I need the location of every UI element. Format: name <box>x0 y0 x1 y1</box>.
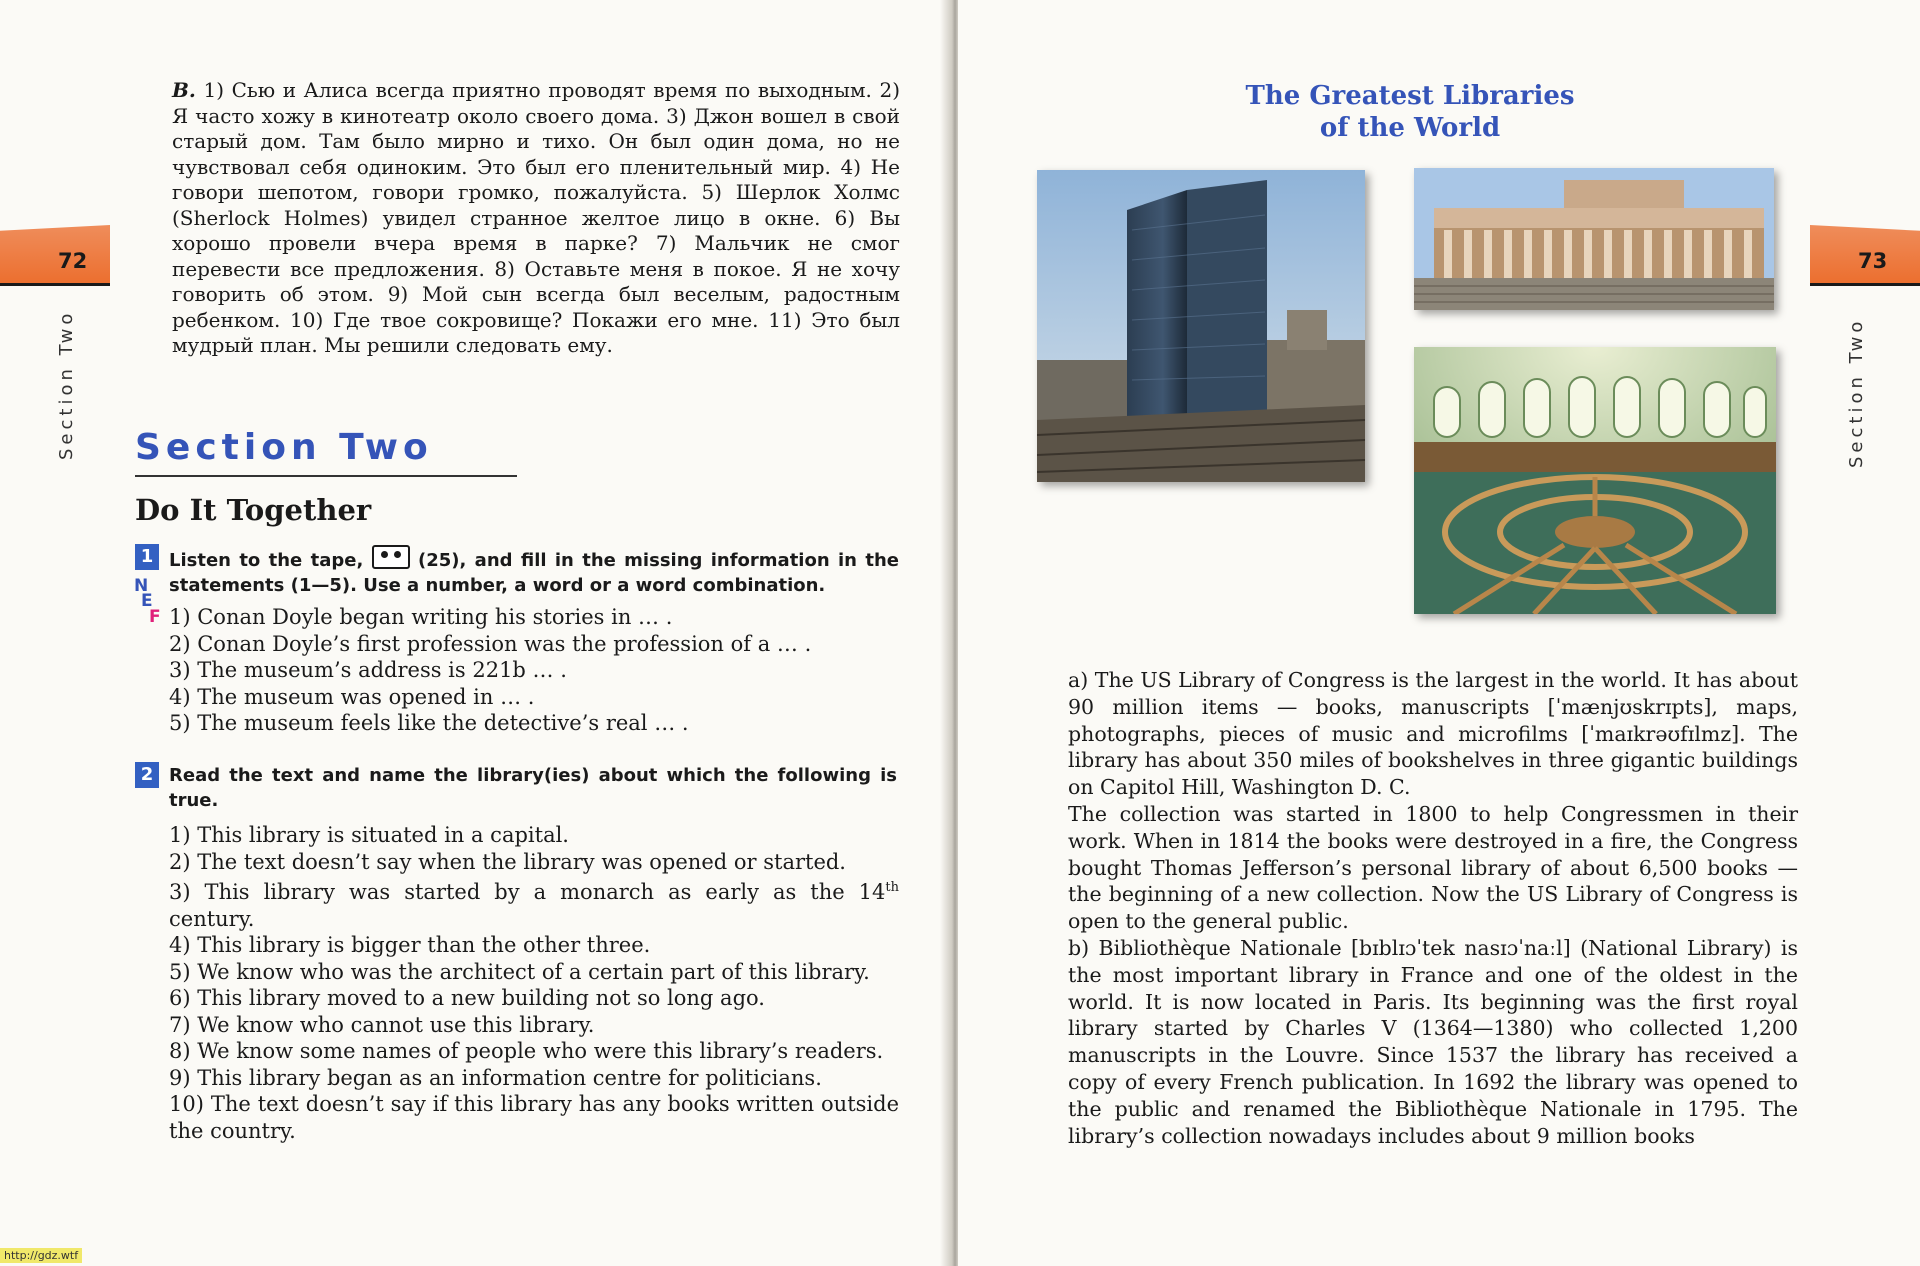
list-item: 4) This library is bigger than the other three. <box>169 933 651 957</box>
side-label-right: Section Two <box>1846 317 1867 468</box>
list-item: 7) We know who cannot use this library. <box>169 1012 595 1037</box>
list-item: 1) This library is situated in a capital. <box>169 823 569 847</box>
page-tab-rule <box>0 283 110 286</box>
left-page <box>0 0 952 1266</box>
page-tab-left <box>0 225 110 285</box>
page-tab-flag <box>0 225 110 283</box>
page-number-right: 73 <box>1858 249 1888 273</box>
side-label-left: Section Two <box>56 309 77 460</box>
page-number-left: 72 <box>58 249 88 273</box>
article-body <box>1068 667 1798 1149</box>
list-item: 6) This library moved to a new building not so long ago. <box>169 986 765 1010</box>
photo-reading-room-image <box>1414 347 1776 614</box>
list-item: 4) The museum was opened in … . <box>169 684 535 709</box>
section-title: Section Two <box>135 427 433 468</box>
superscript-th: th <box>885 880 899 895</box>
cassette-icon <box>372 545 410 569</box>
photo-modern-library-tower <box>1037 170 1365 482</box>
paragraph-b-label: B. <box>172 78 196 102</box>
exercise-2-badge: 2 <box>135 762 159 788</box>
exercise-2-instruction: Read the text and name the library(ies) about which the following is true. <box>169 765 897 811</box>
article-title-line-1: The Greatest Libraries <box>1245 81 1575 111</box>
list-item: 8) We know some names of people who were this library’s readers. <box>169 1039 884 1063</box>
list-item: 10) The text doesn’t say if this library has any books written outside the country. <box>169 1092 899 1143</box>
list-item: 2) The text doesn’t say when the library was opened or started. <box>169 849 846 874</box>
article-title <box>1150 80 1670 144</box>
exercise-1-instruction-end: (25), and fill in the missing information in the statements (1—5). Use a number, a word or a word combination. <box>169 550 899 596</box>
exercise-1-badge: 1 <box>135 544 159 570</box>
paragraph-b-text: 1) Сью и Алиса всегда приятно проводят время по выходным. 2) Я часто хожу в кинотеатр около своего дома. 3) Джон вошел в свой старый дом. Там было мирно и тихо. Он был один дома, но не чувствовал себя одиноким. Это был его пленительный мир. 4) Не говори шепотом, говори громко, пожалуйста. 5) Шерлок Холмс (Sherlock Holmes) увидел странное желтое лицо в окне. 6) Вы хорошо провели вчера время в парке? 7) Мальчик не смог перевести все предложения. 8) Оставьте меня в покое. Я не хочу говорить об этом. 9) Мой сын всегда был веселым, радостным ребенком. 10) Где твое сокровище? Покажи его мне. 11) Это был мудрый план. Мы решили следовать ему. <box>172 78 901 357</box>
exercise-1-instruction-start: Listen to the tape, <box>169 550 364 571</box>
list-item-3-text: 3) This library was started by a monarch as early as the 14 <box>169 880 886 904</box>
photo-reading-room <box>1414 347 1776 614</box>
section-title-rule <box>135 475 517 477</box>
heading-do-it-together: Do It Together <box>135 493 372 527</box>
photo-columns-image <box>1414 168 1774 310</box>
nef-letter-e: E <box>141 591 153 611</box>
article-title-line-2: of the World <box>1319 113 1501 143</box>
nef-letter-n: N <box>134 576 149 596</box>
page-tab-rule <box>1810 283 1920 286</box>
list-item: 1) Conan Doyle began writing his stories in … . <box>169 605 673 629</box>
photo-columned-library <box>1414 168 1774 310</box>
exercise-1-list <box>169 604 811 737</box>
list-item: 3) The museum’s address is 221b … . <box>169 658 567 682</box>
watermark-link[interactable]: http://gdz.wtf <box>0 1248 82 1263</box>
translation-paragraph-b <box>172 78 900 359</box>
nef-letter-f: F <box>149 607 161 627</box>
list-item-3-tail: century. <box>169 906 255 931</box>
exercise-2-list <box>169 822 899 1144</box>
list-item <box>169 875 899 932</box>
article-paragraph-a: a) The US Library of Congress is the largest in the world. It has about 90 million items — books, manuscripts [ˈmænjʊskrɪpts], maps, photographs, pieces of music and microfilms [ˈmaɪkrəʊfɪlmz]. The library has about 350 miles of bookshelves in three gigantic buildings on Capitol Hill, Washington D. C. <box>1068 668 1798 800</box>
list-item: 5) We know who was the architect of a certain part of this library. <box>169 959 870 984</box>
exercise-1-instruction <box>169 545 899 598</box>
article-paragraph-a2: The collection was started in 1800 to help Congressmen in their work. When in 1814 the books were destroyed in a fire, the Congress bought Thomas Jefferson’s personal library of about 6,500 books — the beginning of a new collection. Now the US Library of Congress is open to the general public. <box>1068 801 1798 934</box>
list-item: 9) This library began as an information centre for politicians. <box>169 1065 822 1090</box>
list-item: 5) The museum feels like the detective’s real … . <box>169 711 689 735</box>
article-paragraph-b: b) Bibliothèque Nationale [bɪblɪɔˈtek nasɪɔˈnaːl] (National Library) is the most important library in France and one of the oldest in the world. It is now located in Paris. Its beginning was the first royal library started by Charles V (1364—1380) who collected 1,200 manuscripts in the Louvre. Since 1537 the library has received a copy of every French publication. In 1692 the library was opened to the public and renamed the Bibliothèque Nationale in 1795. The library’s collection nowadays includes about 9 million books <box>1068 935 1798 1148</box>
page-tab-right <box>1810 225 1920 285</box>
photo-tower-image <box>1037 170 1365 482</box>
list-item: 2) Conan Doyle’s first profession was the profession of a … . <box>169 631 812 656</box>
